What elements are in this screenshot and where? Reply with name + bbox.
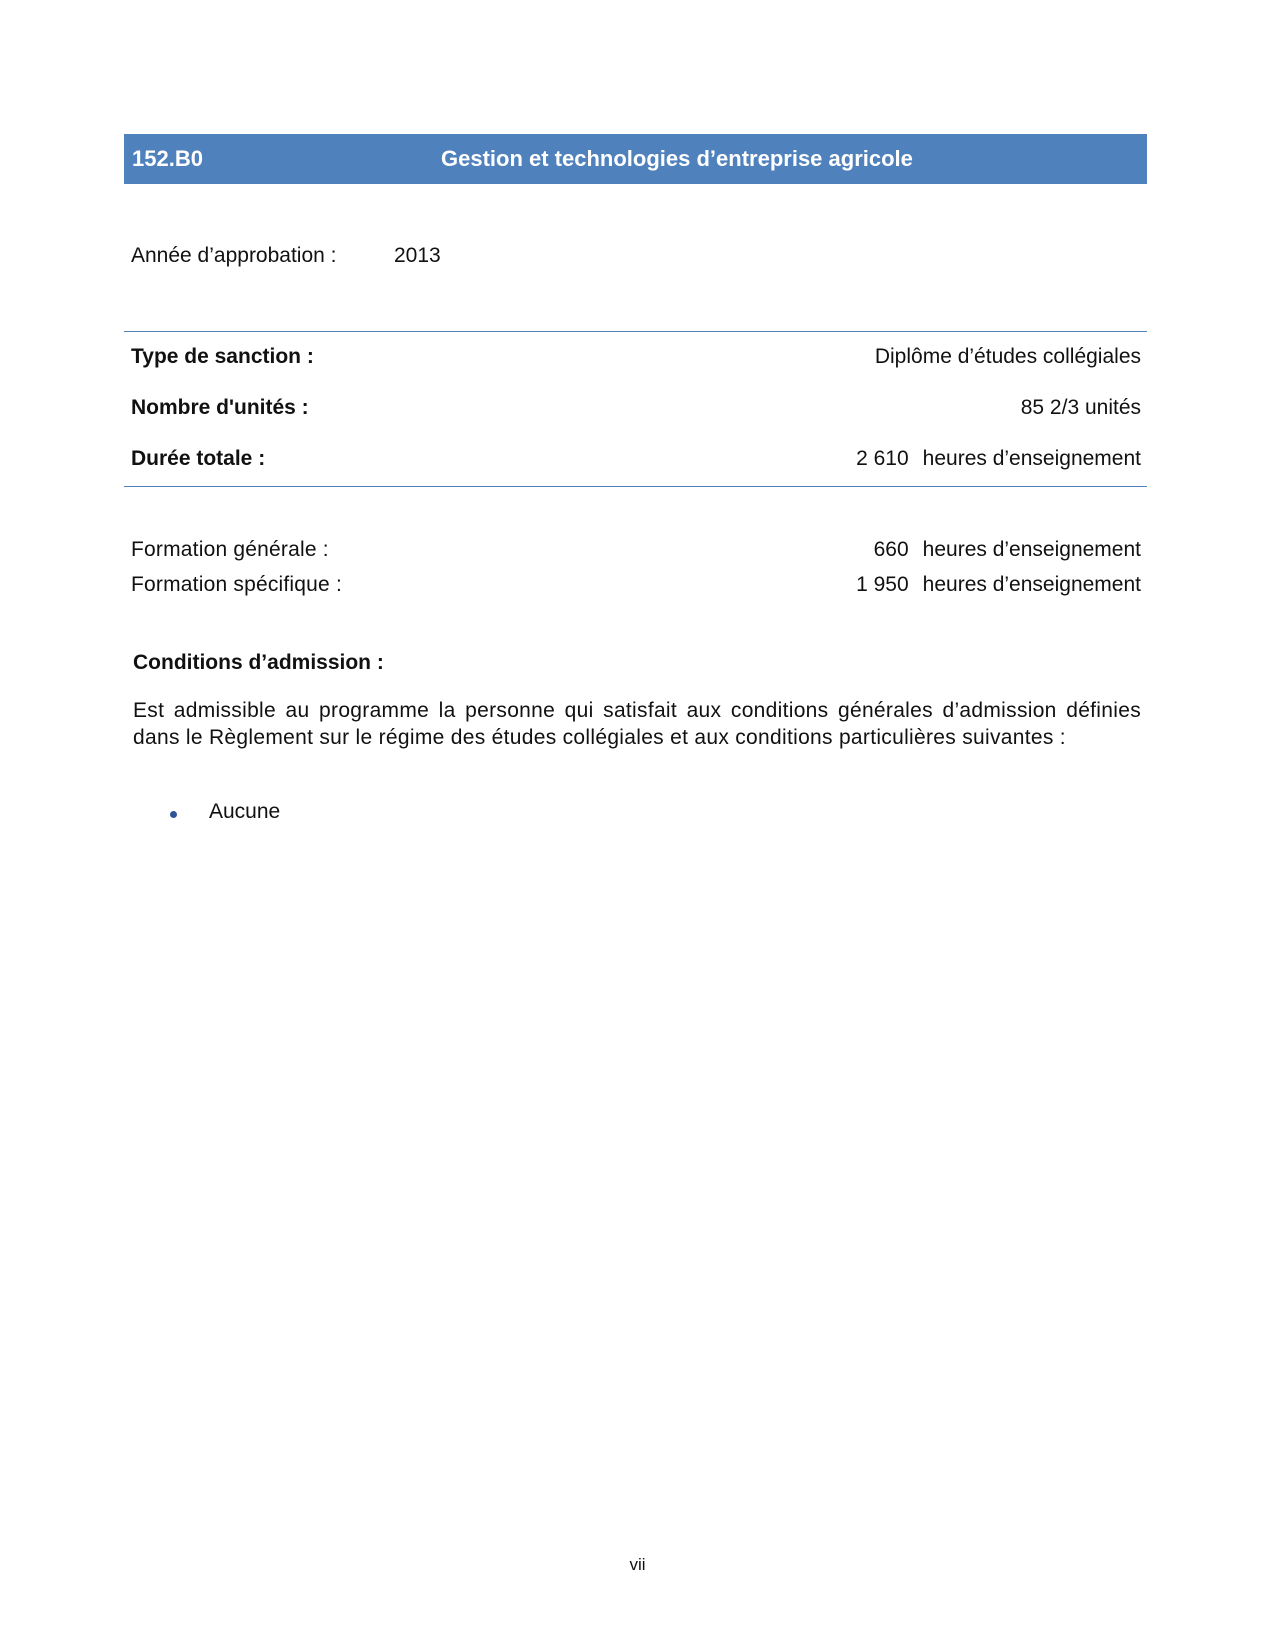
program-title: Gestion et technologies d’entreprise agricole <box>441 146 913 171</box>
sanction-value: Diplôme d’études collégiales <box>874 345 1141 368</box>
approval-year-value: 2013 <box>394 244 441 267</box>
bullet-icon <box>170 811 177 818</box>
duration-unit: heures d’enseignement <box>922 447 1141 470</box>
duration-value <box>856 447 1141 471</box>
page-number: vii <box>629 1555 646 1574</box>
units-value: 85 2/3 unités <box>1020 396 1141 419</box>
program-code: 152.B0 <box>132 146 203 171</box>
units-label: Nombre d'unités : <box>131 396 309 419</box>
program-header-bar <box>124 134 1147 184</box>
specific-training-value <box>856 573 1141 597</box>
general-training-hours: 660 <box>873 538 909 561</box>
general-training-unit: heures d’enseignement <box>922 538 1141 561</box>
sanction-label: Type de sanction : <box>131 345 314 368</box>
duration-hours: 2 610 <box>856 447 909 470</box>
summary-top-divider <box>124 331 1147 332</box>
approval-year-label: Année d’approbation : <box>131 244 337 267</box>
admission-conditions-text: Est admissible au programme la personne qui satisfait aux conditions générales d’admission définies dans le Règlement sur le régime des études collégiales et aux conditions particulières suivantes : <box>133 699 1141 749</box>
admission-condition-text: Aucune <box>209 800 281 823</box>
general-training-label: Formation générale : <box>131 538 329 561</box>
specific-training-label: Formation spécifique : <box>131 573 342 596</box>
admission-conditions-title: Conditions d’admission : <box>133 651 384 674</box>
specific-training-hours: 1 950 <box>856 573 909 596</box>
specific-training-unit: heures d’enseignement <box>922 573 1141 596</box>
duration-label: Durée totale : <box>131 447 266 470</box>
summary-bottom-divider <box>124 486 1147 487</box>
general-training-value <box>874 538 1141 562</box>
